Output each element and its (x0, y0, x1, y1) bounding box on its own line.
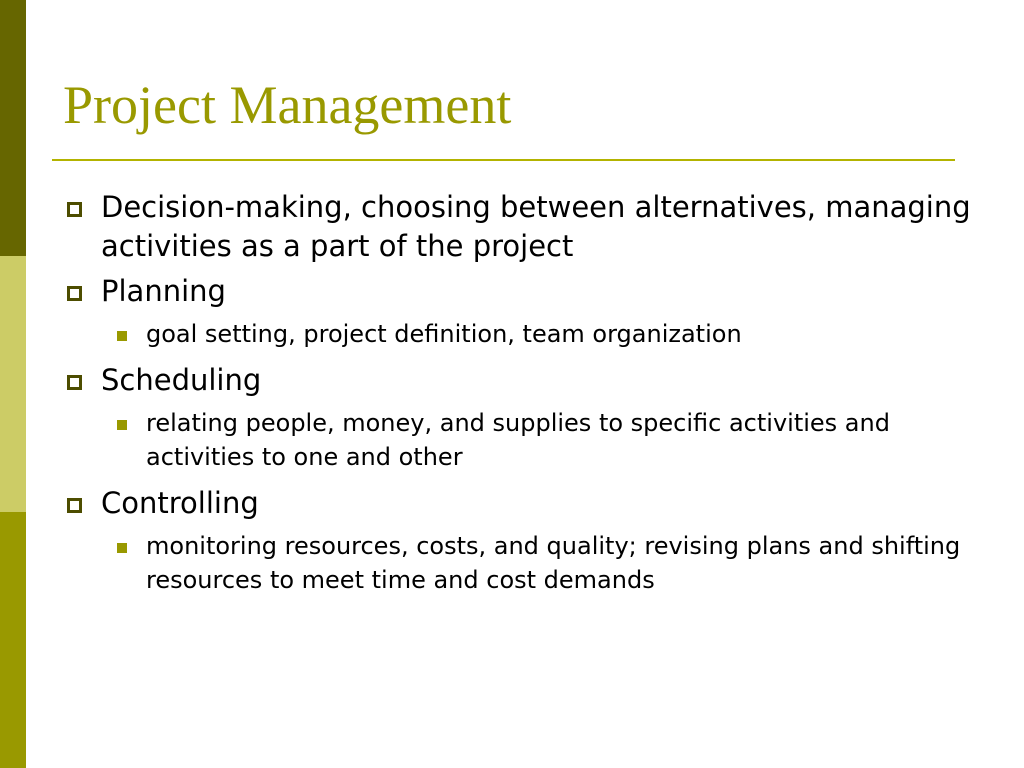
bullet-text: Decision-making, choosing between alternatives, managing activities as a part of the project (101, 190, 971, 263)
filled-square-bullet-icon (117, 331, 127, 341)
hollow-square-bullet-icon (67, 286, 82, 301)
hollow-square-bullet-icon (67, 375, 82, 390)
filled-square-bullet-icon (117, 420, 127, 430)
bullet-text: Planning (101, 274, 226, 308)
sub-bullet-item-planning (64, 317, 974, 351)
hollow-square-bullet-icon (67, 202, 82, 217)
sub-bullet-text: goal setting, project definition, team organization (146, 320, 742, 348)
slide-title: Project Management (63, 75, 512, 135)
bullet-item-decision-making (64, 188, 974, 266)
bullet-item-planning (64, 272, 974, 311)
bullet-text: Controlling (101, 486, 259, 520)
sub-bullet-item-scheduling (64, 406, 974, 474)
bullet-item-controlling (64, 484, 974, 523)
side-bar-light-segment (0, 256, 26, 512)
filled-square-bullet-icon (117, 543, 127, 553)
bullet-list (64, 188, 974, 607)
hollow-square-bullet-icon (67, 498, 82, 513)
sub-bullet-text: monitoring resources, costs, and quality; revising plans and shifting resources to meet time and cost demands (146, 532, 961, 594)
bullet-text: Scheduling (101, 363, 262, 397)
bullet-item-scheduling (64, 361, 974, 400)
side-bar-dark-segment (0, 0, 26, 256)
sub-bullet-item-controlling (64, 529, 974, 597)
side-bar-olive-segment (0, 512, 26, 768)
title-underline-rule (52, 159, 955, 161)
sub-bullet-text: relating people, money, and supplies to specific activities and activities to one and other (146, 409, 890, 471)
